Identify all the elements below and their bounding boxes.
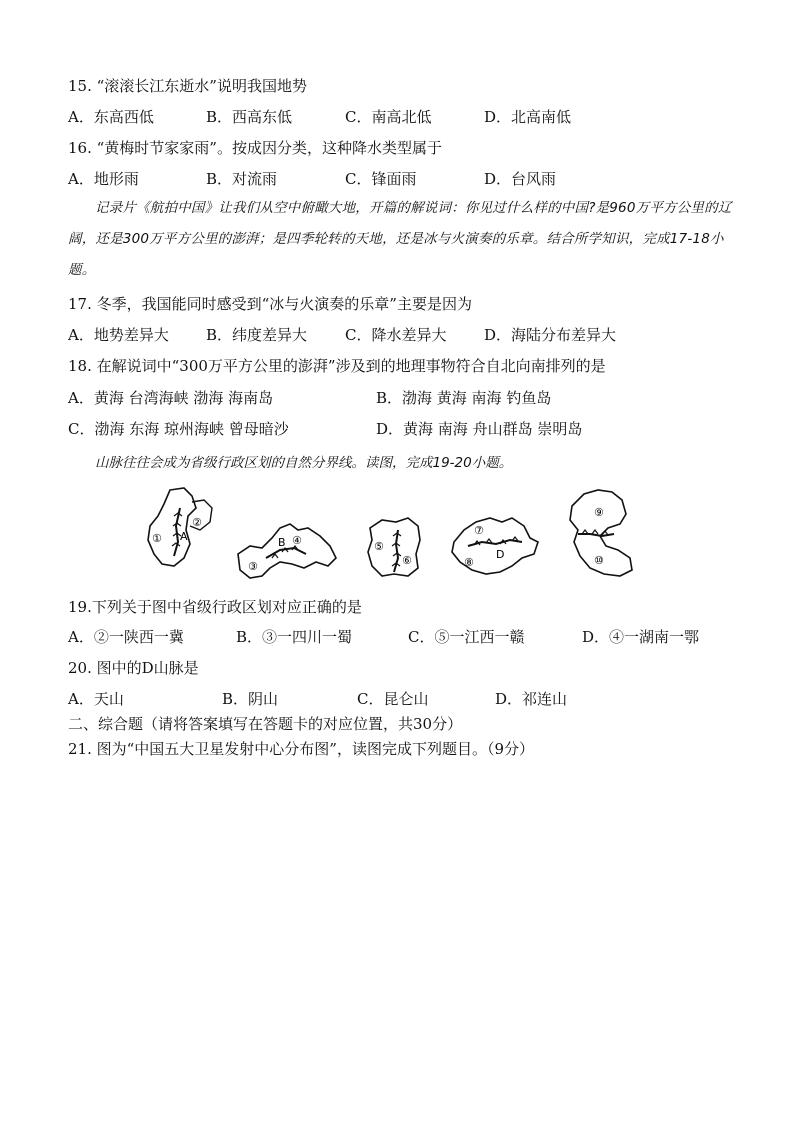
q20-stem: 20. 图中的D山脉是	[68, 659, 199, 677]
map-4-label-7: ⑦	[474, 524, 484, 537]
q15-option-a: A．东高西低	[68, 108, 154, 126]
q18-option-a: A．黄海 台湾海峡 渤海 海南岛	[68, 389, 274, 407]
q18-option-c: C．渤海 东海 琼州海峡 曾母暗沙	[68, 420, 289, 438]
q16-option-a: A．地形雨	[68, 170, 139, 188]
map-2-label-b: B	[278, 536, 286, 549]
q16-stem: 16. “黄梅时节家家雨”。按成因分类，这种降水类型属于	[68, 139, 442, 157]
q16-option-c: C．锋面雨	[345, 170, 417, 188]
q17-option-c: C．降水差异大	[345, 326, 447, 344]
q18-option-b: B．渤海 黄海 南海 钓鱼岛	[376, 389, 552, 407]
map-1-label-a: A	[180, 530, 188, 543]
map-1-label-1: ①	[152, 532, 162, 545]
q17-option-a: A．地势差异大	[68, 326, 169, 344]
q18-option-d: D．黄海 南海 舟山群岛 崇明岛	[376, 420, 583, 438]
q20-option-a: A．天山	[68, 690, 124, 708]
passage-hangpai-china: 记录片《航拍中国》让我们从空中俯瞰大地，开篇的解说词：你见过什么样的中国?是960万平方公里的辽阔，还是300万平方公里的澎湃；是四季轮转的天地，还是冰与火演奏的乐章。结合所学知识，完成17-18小题。	[68, 200, 732, 278]
q21-stem: 21. 图为“中国五大卫星发射中心分布图”，读图完成下列题目。（9分）	[68, 740, 535, 758]
q16-option-d: D．台风雨	[484, 170, 557, 188]
map-1-label-2: ②	[192, 516, 202, 529]
q20-option-b: B．阴山	[222, 690, 279, 708]
q17-stem: 17. 冬季，我国能同时感受到“冰与火演奏的乐章”主要是因为	[68, 295, 472, 313]
q15-option-c: C．南高北低	[345, 108, 432, 126]
map-5-label-10: ⑩	[594, 554, 604, 567]
q19-option-b: B．③一四川一蜀	[236, 628, 353, 646]
q20-option-c: C．昆仑山	[357, 690, 429, 708]
map-2-label-3: ③	[248, 560, 258, 573]
q19-option-c: C．⑤一江西一赣	[408, 628, 525, 646]
map-2-label-4: ④	[292, 534, 302, 547]
province-maps-figure	[140, 484, 640, 584]
map-4-label-d: D	[496, 548, 505, 561]
q17-option-b: B．纬度差异大	[206, 326, 308, 344]
q15-stem: 15. “滚滚长江东逝水”说明我国地势	[68, 77, 307, 95]
map-3-label-5: ⑤	[374, 540, 384, 553]
q18-stem: 18. 在解说词中“300万平方公里的澎湃”涉及到的地理事物符合自北向南排列的是	[68, 357, 606, 375]
q19-option-d: D．④一湖南一鄂	[582, 628, 700, 646]
map-4-label-8: ⑧	[464, 556, 474, 569]
q15-option-d: D．北高南低	[484, 108, 572, 126]
map-5-icon	[560, 484, 644, 580]
map-5-label-9: ⑨	[594, 506, 604, 519]
q19-option-a: A．②一陕西一冀	[68, 628, 184, 646]
map-3-icon	[362, 514, 426, 580]
q15-option-b: B．西高东低	[206, 108, 293, 126]
q16-option-b: B．对流雨	[206, 170, 278, 188]
map-3-label-6: ⑥	[402, 554, 412, 567]
q17-option-d: D．海陆分布差异大	[484, 326, 617, 344]
map-4-icon	[446, 512, 542, 580]
q20-option-d: D．祁连山	[495, 690, 568, 708]
section-2-heading: 二、综合题（请将答案填写在答题卡的对应位置，共30分）	[68, 715, 463, 733]
map-1-icon	[140, 486, 220, 568]
passage-mountain-boundaries: 山脉往往会成为省级行政区划的自然分界线。读图，完成19-20小题。	[95, 455, 513, 471]
map-2-icon	[232, 518, 342, 582]
q19-stem: 19.下列关于图中省级行政区划对应正确的是	[68, 598, 362, 616]
